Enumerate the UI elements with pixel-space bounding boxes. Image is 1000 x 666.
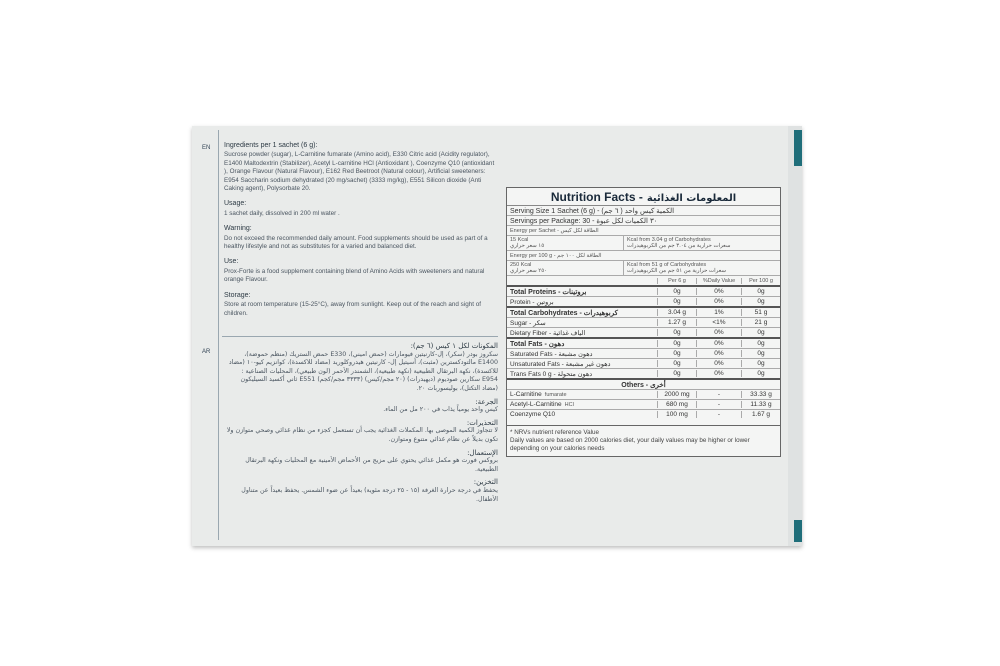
usage-text: 1 sachet daily, dissolved in 200 ml water . bbox=[224, 209, 340, 217]
usage-title: Usage: bbox=[224, 200, 247, 208]
nutrient-per-100g: 0g bbox=[741, 360, 780, 367]
other-label bbox=[507, 401, 657, 408]
other-daily-value: - bbox=[696, 391, 741, 398]
kcal-250-note-ar: سعرات حرارية من ٥١ جم من الكربوهيدرات bbox=[627, 268, 726, 274]
nutrient-per-6g: 3.04 g bbox=[657, 309, 696, 316]
ar-warning-text: لا تتجاوز الكمية الموصى بها. المكملات الغذائية يجب أن تستعمل كجزء من نظام غذائي وصحي متوازن ولا تكون بديلاً عن نظام غذائي متنوع ومتوازن. bbox=[226, 427, 498, 443]
kcal-15-ar: ١٥ سعر حراري bbox=[510, 243, 545, 249]
nutrient-row bbox=[507, 327, 780, 337]
nutrient-row bbox=[507, 358, 780, 368]
others-title: Others - أخرى bbox=[507, 378, 780, 389]
other-label-text: Acetyl-L-Carnitine bbox=[510, 401, 562, 408]
nutrient-row bbox=[507, 285, 780, 296]
ar-warning-title: التحذيرات: bbox=[466, 418, 498, 427]
nutrition-title-ar: المعلومات الغذائية bbox=[646, 193, 737, 204]
ar-use-title: الإستعمال: bbox=[467, 448, 498, 457]
warning-text: Do not exceed the recommended daily amount. Food supplements should be used as part of a healthy lifestyle and not as substitutes for a varied and balanced diet. bbox=[224, 234, 488, 251]
nutrient-row bbox=[507, 337, 780, 348]
kcal-250: 250 Kcal bbox=[510, 262, 532, 268]
other-row bbox=[507, 409, 780, 419]
nutrition-facts-table bbox=[506, 187, 781, 457]
ar-use-text: بروكس فورت هو مكمل غذائي يحتوي على مزيج من الأحماض الأمينية مع المحليات ونكهة البرتقال الطبيعية. bbox=[245, 457, 498, 473]
nutrient-daily-value: 0% bbox=[696, 329, 741, 336]
nutrient-label: Trans Fats 0 g - دهون متحولة bbox=[510, 370, 593, 378]
ingredients-title: Ingredients per 1 sachet (6 g): bbox=[224, 142, 318, 149]
nutrient-per-100g: 0g bbox=[741, 370, 780, 377]
nutrient-per-6g: 0g bbox=[657, 329, 696, 336]
nutrition-title bbox=[507, 188, 780, 205]
other-rows bbox=[507, 389, 780, 419]
other-label-text: Coenzyme Q10 bbox=[510, 411, 556, 418]
english-panel bbox=[224, 142, 496, 318]
kcal-15-note-ar: سعرات حرارية من ٣.٠٤ جم من الكربوهيدرات bbox=[627, 243, 731, 249]
nutrient-per-6g: 1.27 g bbox=[657, 319, 696, 326]
col-daily-value: %Daily Value bbox=[696, 278, 741, 284]
other-per-100g: 33.33 g bbox=[741, 391, 780, 398]
ar-dose-text: كيس واحد يومياً يذاب في ٢٠٠ مل من الماء. bbox=[383, 406, 498, 414]
nutrient-per-6g: 0g bbox=[657, 350, 696, 357]
ar-ingredients-text: سكروز بودر (سكر)، إل-كارنيتين فيومارات (حمض اميني)، E330 حمض الستريك (منظم حموضة)، E1400 مالتودكسترين (مثبت)، أسيتيل إل- كارنيتين هيدروكلوريد (مضاد للاكسدة)، كوانزيم كيو-١٠ (مضاد للاكسدة)، نكهة البرتقال الطبيعية (نكهة طبيعية)، الشمندر الأحمر (لون طبيعي)، المحليات الصناعية : E954 سكارين صوديوم (ديهيدرات) (٢٠ مجم/كيس) (٣٣٣٣ مجم/كجم) E551 ثاني أكسيد السيليكون (مضاد التكتل)، بوليسوربات ٢٠. bbox=[228, 350, 498, 392]
col-per-100g: Per 100 g bbox=[741, 278, 780, 284]
nutrient-row bbox=[507, 348, 780, 358]
nutrient-per-100g: 0g bbox=[741, 329, 780, 336]
energy-100-box bbox=[507, 260, 780, 275]
nutrient-label: Total Fats - دهون bbox=[510, 340, 565, 348]
ar-storage-title: التخزين: bbox=[473, 478, 498, 487]
other-per-100g: 1.67 g bbox=[741, 411, 780, 418]
language-column bbox=[198, 130, 219, 540]
lang-label-en: EN bbox=[202, 145, 211, 151]
other-label-text: L-Carnitine bbox=[510, 391, 542, 398]
col-per-6g: Per 6 g bbox=[657, 278, 696, 284]
other-row bbox=[507, 399, 780, 409]
brand-strip-bottom bbox=[794, 520, 802, 542]
nutrient-rows bbox=[507, 285, 780, 378]
nutrient-label: Dietary Fiber - الياف غذائية bbox=[510, 329, 586, 337]
nutrient-daily-value: <1% bbox=[696, 319, 741, 326]
energy-per-sachet: Energy per Sachet - الطاقة لكل كيس bbox=[507, 225, 780, 235]
ar-dose-title: الجرعة: bbox=[475, 397, 498, 406]
servings-per-package: Servings per Package: 30 - ٣٠ الكميات لكل عبوة bbox=[507, 215, 780, 225]
nutrient-per-6g: 0g bbox=[657, 370, 696, 377]
nutrient-label: Sugar - سكر bbox=[510, 319, 546, 327]
nutrient-row bbox=[507, 296, 780, 306]
kcal-15: 15 Kcal bbox=[510, 237, 529, 243]
ingredients-text: Sucrose powder (sugar), L-Carnitine fumarate (Amino acid), E330 Citric acid (Acidity regulator), E1400 Maltodextrin (Stabilizer), Acetyl L-carnitine HCl (Antioxidant ), Coenzyme Q10 (antioxidant ), Orange Flavour (Natural Flavour), E162 Red Beetroot (Natural colour), Artificial sweeteners: E954 Saccharin sodium dehydrated (20 mg/sachet) (3333 mg/kg), E551 Silicon dioxide (Anti Caking agent), Polysorbate 20. bbox=[224, 151, 495, 193]
nutrient-daily-value: 0% bbox=[696, 340, 741, 347]
nutrient-per-100g: 21 g bbox=[741, 319, 780, 326]
nutrition-title-en: Nutrition Facts - bbox=[550, 190, 643, 204]
footnote bbox=[507, 425, 780, 456]
warning-title: Warning: bbox=[224, 225, 252, 233]
other-daily-value: - bbox=[696, 411, 741, 418]
nutrient-per-100g: 0g bbox=[741, 288, 780, 295]
arabic-panel bbox=[224, 338, 498, 504]
kcal-15-note: Kcal from 3.04 g of Carbohydrates bbox=[627, 237, 711, 243]
nutrient-per-100g: 0g bbox=[741, 350, 780, 357]
nutrient-label: Saturated Fats - دهون مشبعة bbox=[510, 350, 593, 358]
nutrient-row bbox=[507, 368, 780, 378]
other-per-6g: 100 mg bbox=[657, 411, 696, 418]
nutrient-daily-value: 0% bbox=[696, 360, 741, 367]
other-per-6g: 2000 mg bbox=[657, 391, 696, 398]
use-title: Use: bbox=[224, 258, 239, 266]
ar-storage-text: يحفظ في درجة حرارة الغرفة (١٥ - ٢٥ درجة مئوية) بعيداً عن ضوء الشمس. يحفظ بعيداً عن متناول الأطفال. bbox=[241, 486, 498, 503]
nutrient-label: Protein - بروتين bbox=[510, 298, 554, 306]
language-divider bbox=[222, 336, 498, 337]
other-label-sub: fumarate bbox=[544, 392, 567, 398]
other-daily-value: - bbox=[696, 401, 741, 408]
column-headers bbox=[507, 275, 780, 285]
nutrient-daily-value: 0% bbox=[696, 370, 741, 377]
other-per-100g: 11.33 g bbox=[741, 401, 780, 408]
other-row bbox=[507, 389, 780, 399]
energy-sachet-box bbox=[507, 235, 780, 250]
nutrient-row bbox=[507, 317, 780, 327]
other-per-6g: 680 mg bbox=[657, 401, 696, 408]
nutrient-per-6g: 0g bbox=[657, 340, 696, 347]
lang-label-ar: AR bbox=[202, 349, 211, 355]
nutrient-row bbox=[507, 306, 780, 317]
nutrient-label: Total Proteins - بروتينات bbox=[510, 288, 587, 296]
nutrient-per-100g: 51 g bbox=[741, 309, 780, 316]
nutrient-per-6g: 0g bbox=[657, 298, 696, 305]
nutrient-per-100g: 0g bbox=[741, 298, 780, 305]
energy-per-100g: Energy per 100 g - الطاقة لكل ١٠٠ جم bbox=[507, 250, 780, 260]
nutrient-daily-value: 0% bbox=[696, 288, 741, 295]
kcal-250-note: Kcal from 51 g of Carbohydrates bbox=[627, 262, 707, 268]
use-text: Prox-Forte is a food supplement containing blend of Amino Acids with sweeteners and natural orange Flavour. bbox=[224, 267, 485, 284]
nutrient-label: Total Carbohydrates - كربوهيدرات bbox=[510, 309, 618, 317]
daily-value-note: Daily values are based on 2000 calories diet, your daily values may be higher or lower depending on your calories needs bbox=[510, 437, 750, 452]
nutrient-daily-value: 1% bbox=[696, 309, 741, 316]
storage-text: Store at room temperature (15-25°C), away from sunlight. Keep out of the reach and sight of children. bbox=[224, 301, 481, 317]
other-label bbox=[507, 411, 657, 418]
nutrient-label: Unsaturated Fats - دهون غير مشبعة bbox=[510, 360, 611, 368]
storage-title: Storage: bbox=[224, 291, 251, 299]
serving-size: Serving Size 1 Sachet (6 g) - (الكمية كيس واحد ( ٦ جم bbox=[507, 205, 780, 215]
nutrient-per-100g: 0g bbox=[741, 340, 780, 347]
nutrient-daily-value: 0% bbox=[696, 350, 741, 357]
nutrient-per-6g: 0g bbox=[657, 288, 696, 295]
ar-ingredients-title: المكونات لكل ١ كيس (٦ جم): bbox=[410, 342, 498, 350]
kcal-250-ar: ٢٥٠ سعر حراري bbox=[510, 268, 548, 274]
other-label bbox=[507, 391, 657, 398]
other-label-sub: HCl bbox=[564, 402, 574, 408]
nutrient-per-6g: 0g bbox=[657, 360, 696, 367]
package-side bbox=[788, 126, 802, 546]
nutrient-daily-value: 0% bbox=[696, 298, 741, 305]
nrv-note: * NRVs nutrient reference Value bbox=[510, 429, 600, 436]
brand-strip-top bbox=[794, 130, 802, 166]
